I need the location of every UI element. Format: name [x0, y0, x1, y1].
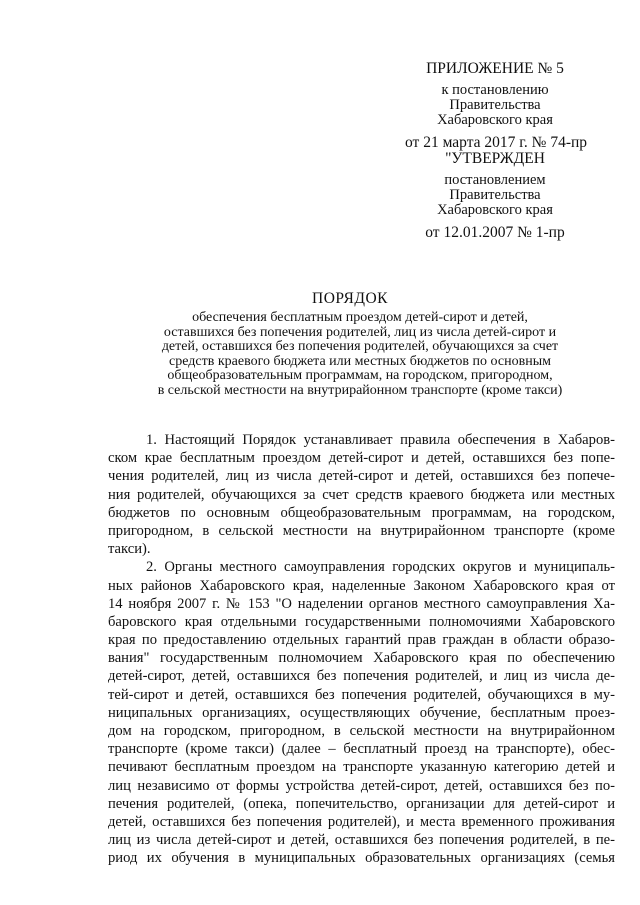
paragraph-2-line: края по предоставлению отдельных гарантий прав граждан в области образо-: [108, 632, 615, 649]
appendix-line-3: Хабаровского края: [437, 112, 553, 128]
paragraph-1-line: чения родителей, лиц из числа детей-сирот и детей, оставшихся без попече-: [108, 468, 615, 485]
appendix-header: [405, 60, 588, 151]
subtitle-line: в сельской местности на внутрирайонном транспорте (кроме такси): [157, 382, 563, 398]
approved-line-3: Хабаровского края: [437, 202, 553, 218]
appendix-line-2: Правительства: [449, 97, 541, 113]
appendix-title: ПРИЛОЖЕНИЕ № 5: [426, 60, 564, 77]
approved-line-2: Правительства: [449, 187, 541, 203]
paragraph-1-line: ском крае бесплатным проездом детей-сирот и детей, оставшихся без попе-: [108, 450, 615, 467]
paragraph-2-line: тей-сирот и детей, оставшихся без попечения родителей, обучающихся в му-: [108, 686, 615, 703]
paragraph-2-line: вания" государственным полномочием Хабаровского края по обеспечению: [108, 650, 615, 667]
subtitle-line: обеспечения бесплатным проездом детей-сирот и детей,: [192, 310, 528, 325]
paragraph-2-line: баровского края отдельными государственными полномочиями Хабаровского: [108, 613, 615, 630]
paragraph-2-line: 2. Органы местного самоуправления городских округов и муниципаль-: [146, 559, 615, 576]
paragraph-1-line: бюджетов по основным общеобразовательным программам, на городском,: [108, 504, 615, 521]
paragraph-2-line: 14 ноября 2007 г. № 153 "О наделении органов местного самоуправления Ха-: [108, 595, 615, 612]
paragraph-2-line: детей, оставшихся без попечения родителей), и места временного проживания: [108, 813, 615, 830]
paragraph-1-line: пригородном, в сельской местности на внутрирайонном транспорте (кроме: [108, 522, 615, 539]
paragraph-2-line: ниципальных организациях, осуществляющих обучение, бесплатным проез-: [108, 704, 615, 721]
paragraph-2-line: детей-сирот, детей, оставшихся без попечения родителей, и лиц из числа де-: [108, 668, 615, 685]
subtitle-line: детей, оставшихся без попечения родителей, обучающихся за счет: [161, 339, 559, 355]
document-title: ПОРЯДОК: [312, 290, 388, 307]
subtitle-line: оставшихся без попечения родителей, лиц из числа детей-сирот и: [163, 324, 557, 340]
paragraph-2-line: лиц из числа детей-сирот и детей, оставшихся без попечения родителей, в пе-: [108, 832, 615, 849]
paragraph-2-line: ных районов Хабаровского края, наделенные Законом Хабаровского края от: [108, 577, 615, 594]
paragraph-2-line: риод их обучения в муниципальных образовательных организациях (семья: [108, 850, 615, 867]
subtitle-line: средств краевого бюджета или местных бюджетов по основным: [169, 353, 551, 369]
paragraph-2-line: печивают бесплатным проездом на транспорте указанную категорию детей и: [108, 759, 615, 776]
appendix-date: от 21 марта 2017 г. № 74-пр: [405, 134, 588, 151]
approved-title: "УТВЕРЖДЕН: [445, 150, 545, 167]
approved-date: от 12.01.2007 № 1-пр: [425, 224, 565, 241]
paragraph-1-line: 1. Настоящий Порядок устанавливает правила обеспечения в Хабаров-: [146, 432, 615, 448]
subtitle-line: общеобразовательным программам, на городском, пригородном,: [167, 368, 553, 384]
paragraph-2-line: дом на городском, пригородном, в сельской местности на внутрирайонном: [108, 723, 615, 739]
paragraph-1-line: такси).: [108, 541, 151, 558]
paragraph-2-line: транспорте (кроме такси) (далее – бесплатный проезд на транспорте), обес-: [108, 741, 615, 758]
document-body: [108, 431, 615, 868]
paragraph-1-line: ния родителей, обучающихся за счет средств краевого бюджета или местных: [108, 486, 615, 503]
approved-line-1: постановлением: [444, 172, 546, 188]
appendix-line-1: к постановлению: [441, 82, 549, 98]
paragraph-2-line: лиц независимо от формы устройства детей-сирот, детей, оставшихся без по-: [108, 777, 615, 794]
approved-header: [405, 150, 585, 241]
document-subtitle: [130, 311, 590, 399]
paragraph-2-line: печения родителей, (опека, попечительство, организации для детей-сирот и: [108, 795, 615, 812]
